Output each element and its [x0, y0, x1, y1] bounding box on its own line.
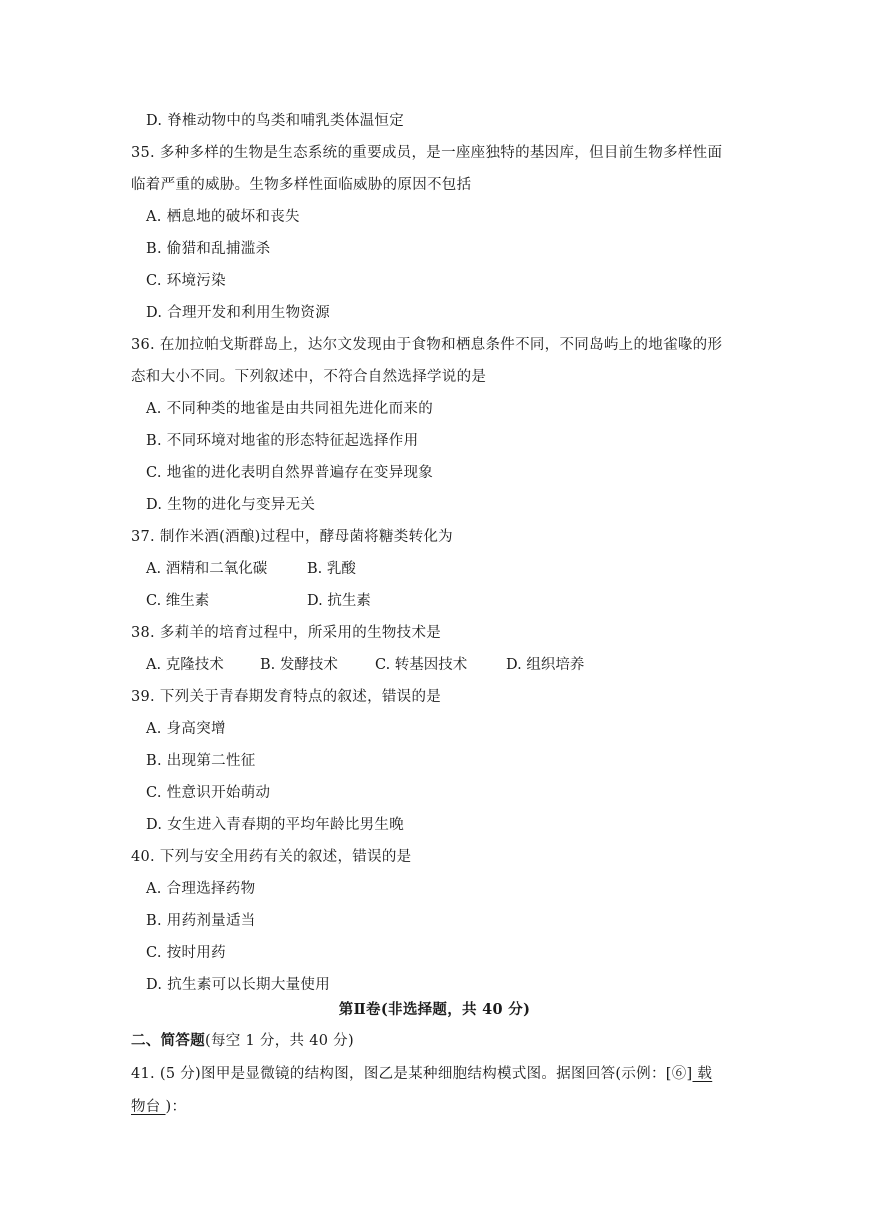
q38-stem: 38. 多莉羊的培育过程中，所采用的生物技术是	[131, 625, 442, 641]
q35-stem-line2: 临着严重的威胁。生物多样性面临威胁的原因不包括	[131, 177, 472, 193]
q35-stem-line1: 35. 多种多样的生物是生态系统的重要成员，是一座座独特的基因库，但目前生物多样性面	[131, 145, 723, 161]
q36-option-b: B. 不同环境对地雀的形态特征起选择作用	[146, 433, 419, 449]
q37-option-d: D. 抗生素	[307, 593, 371, 609]
q39-option-b: B. 出现第二性征	[146, 753, 256, 769]
q36-stem-line1: 36. 在加拉帕戈斯群岛上，达尔文发现由于食物和栖息条件不同，不同岛屿上的地雀喙的形	[131, 337, 723, 353]
q40-option-a: A. 合理选择药物	[146, 881, 256, 897]
q39-option-a: A. 身高突增	[146, 721, 226, 737]
q36-stem-line2: 态和大小不同。下列叙述中，不符合自然选择学说的是	[131, 369, 487, 385]
part2-heading-line	[131, 1031, 354, 1051]
part2-note: (每空 1 分，共 40 分)	[205, 1033, 354, 1049]
q40-option-b: B. 用药剂量适当	[146, 913, 256, 929]
q39-option-c: C. 性意识开始萌动	[146, 785, 271, 801]
q40-stem: 40. 下列与安全用药有关的叙述，错误的是	[131, 849, 412, 865]
q39-stem: 39. 下列关于青春期发育特点的叙述，错误的是	[131, 689, 442, 705]
q38-option-c: C. 转基因技术	[375, 657, 468, 673]
q35-option-d: D. 合理开发和利用生物资源	[146, 305, 331, 321]
q36-option-a: A. 不同种类的地雀是由共同祖先进化而来的	[146, 401, 433, 417]
q41-example-answer-cont: 物台	[131, 1099, 166, 1115]
q41-stem-text: 41. (5 分)图甲是显微镜的结构图，图乙是某种细胞结构模式图。据图回答(示例：[⑥]	[131, 1066, 693, 1082]
q37-option-c: C. 维生素	[146, 593, 210, 609]
q38-option-b: B. 发酵技术	[260, 657, 338, 673]
q35-option-a: A. 栖息地的破坏和丧失	[146, 209, 300, 225]
q37-option-b: B. 乳酸	[307, 561, 356, 577]
q41-example-answer: 载	[692, 1066, 713, 1082]
q41-stem-end: )：	[165, 1099, 187, 1115]
q36-option-d: D. 生物的进化与变异无关	[146, 497, 316, 513]
part2-heading: 二、简答题	[131, 1032, 205, 1049]
q41-stem-line1	[131, 1064, 712, 1084]
q35-option-c: C. 环境污染	[146, 273, 226, 289]
q38-option-d: D. 组织培养	[506, 657, 585, 673]
q40-option-c: C. 按时用药	[146, 945, 226, 961]
q36-option-c: C. 地雀的进化表明自然界普遍存在变异现象	[146, 465, 434, 481]
section-title: 第Ⅱ卷(非选择题，共 40 分)	[338, 1001, 531, 1018]
q34-option-d: D. 脊椎动物中的鸟类和哺乳类体温恒定	[146, 113, 405, 129]
q38-option-a: A. 克隆技术	[146, 657, 224, 673]
q37-option-a: A. 酒精和二氧化碳	[146, 561, 268, 577]
q39-option-d: D. 女生进入青春期的平均年龄比男生晚	[146, 817, 405, 833]
q35-option-b: B. 偷猎和乱捕滥杀	[146, 241, 271, 257]
q41-stem-line2	[131, 1097, 186, 1117]
q37-stem: 37. 制作米酒(酒酿)过程中，酵母菌将糖类转化为	[131, 529, 453, 545]
q40-option-d: D. 抗生素可以长期大量使用	[146, 977, 331, 993]
